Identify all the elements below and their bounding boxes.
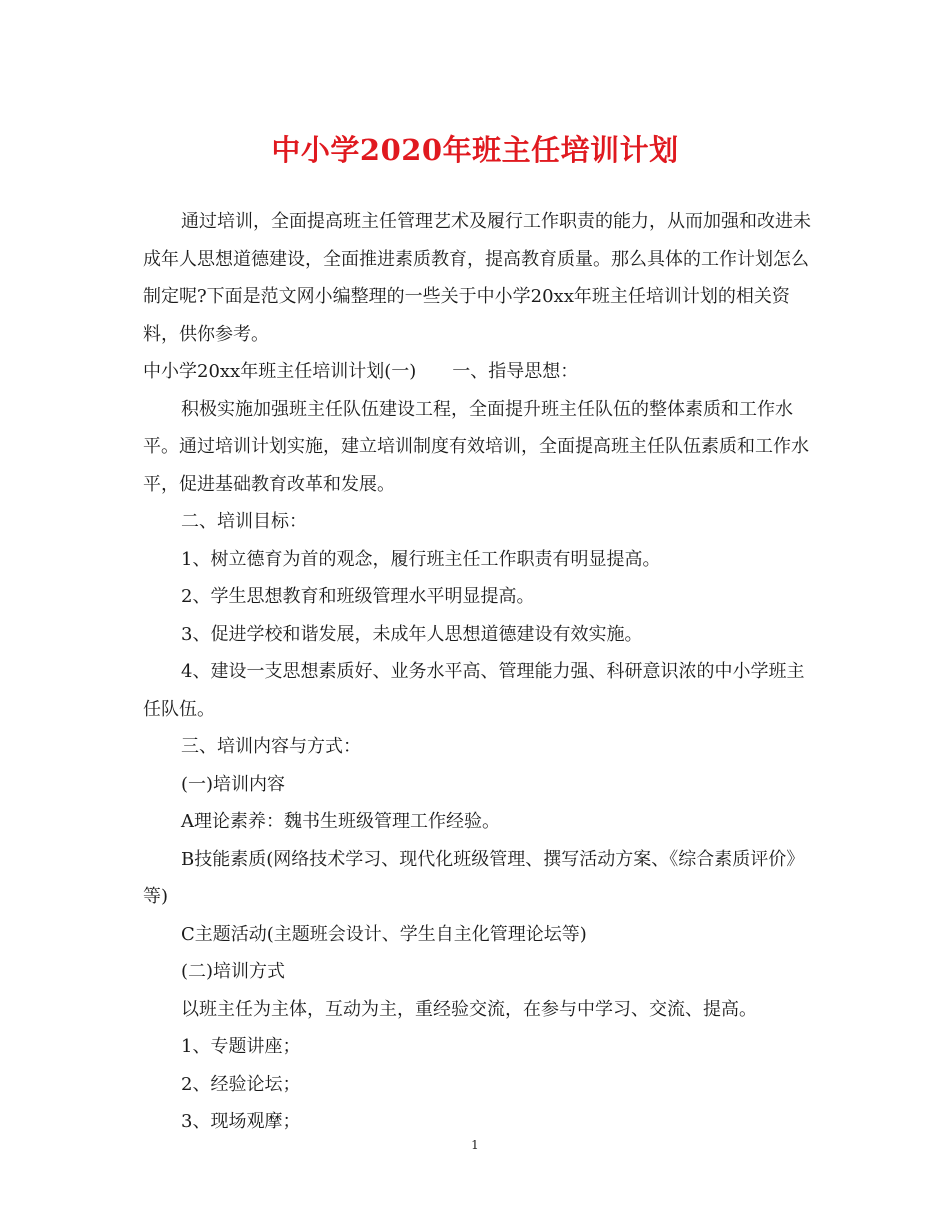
method-paragraph: 以班主任为主体，互动为主，重经验交流，在参与中学习、交流、提高。 [181, 998, 757, 1020]
method-item-2: 2、经验论坛； [181, 1073, 301, 1095]
section-heading-line [143, 353, 811, 391]
goal-item-2: 2、学生思想教育和班级管理水平明显提高。 [181, 586, 535, 607]
content-item-a: A理论素养：魏书生班级管理工作经验。 [181, 811, 500, 832]
method-item-3: 3、现场观摩； [181, 1111, 301, 1132]
page-number: 1 [471, 1138, 479, 1152]
plan-subtitle: 中小学20xx年班主任培训计划(一) [143, 361, 417, 382]
goal-item-1: 1、树立德育为首的观念，履行班主任工作职责有明显提高。 [181, 548, 661, 570]
goal-item-4: 4、建设一支思想素质好、业务水平高、管理能力强、科研意识浓的中小学班主任队伍。 [143, 661, 805, 720]
training-goals-heading: 二、培训目标： [181, 511, 307, 532]
document-body [143, 203, 811, 1141]
guiding-thought-heading: 一、指导思想： [452, 361, 579, 382]
content-method-heading: 三、培训内容与方式： [181, 736, 361, 757]
method-item-1: 1、专题讲座； [181, 1036, 301, 1057]
goal-item-3: 3、促进学校和谐发展，未成年人思想道德建设有效实施。 [181, 623, 643, 645]
content-item-b: B技能素质(网络技术学习、现代化班级管理、撰写活动方案、《综合素质评价》等) [143, 848, 805, 907]
method-subheading: (二)培训方式 [181, 961, 286, 982]
content-subheading: (一)培训内容 [181, 773, 286, 795]
intro-paragraph: 通过培训，全面提高班主任管理艺术及履行工作职责的能力，从而加强和改进未成年人思想道德建设，全面推进素质教育，提高教育质量。那么具体的工作计划怎么制定呢?下面是范文网小编整理的一些关于中小学20xx年班主任培训计划的相关资料，供你参考。 [143, 211, 811, 345]
guiding-thought-paragraph: 积极实施加强班主任队伍建设工程，全面提升班主任队伍的整体素质和工作水平。通过培训计划实施，建立培训制度有效培训，全面提高班主任队伍素质和工作水平，促进基础教育改革和发展。 [143, 398, 809, 495]
content-item-c: C主题活动(主题班会设计、学生自主化管理论坛等) [181, 923, 587, 945]
document-title: 中小学2020年班主任培训计划 [271, 133, 679, 167]
